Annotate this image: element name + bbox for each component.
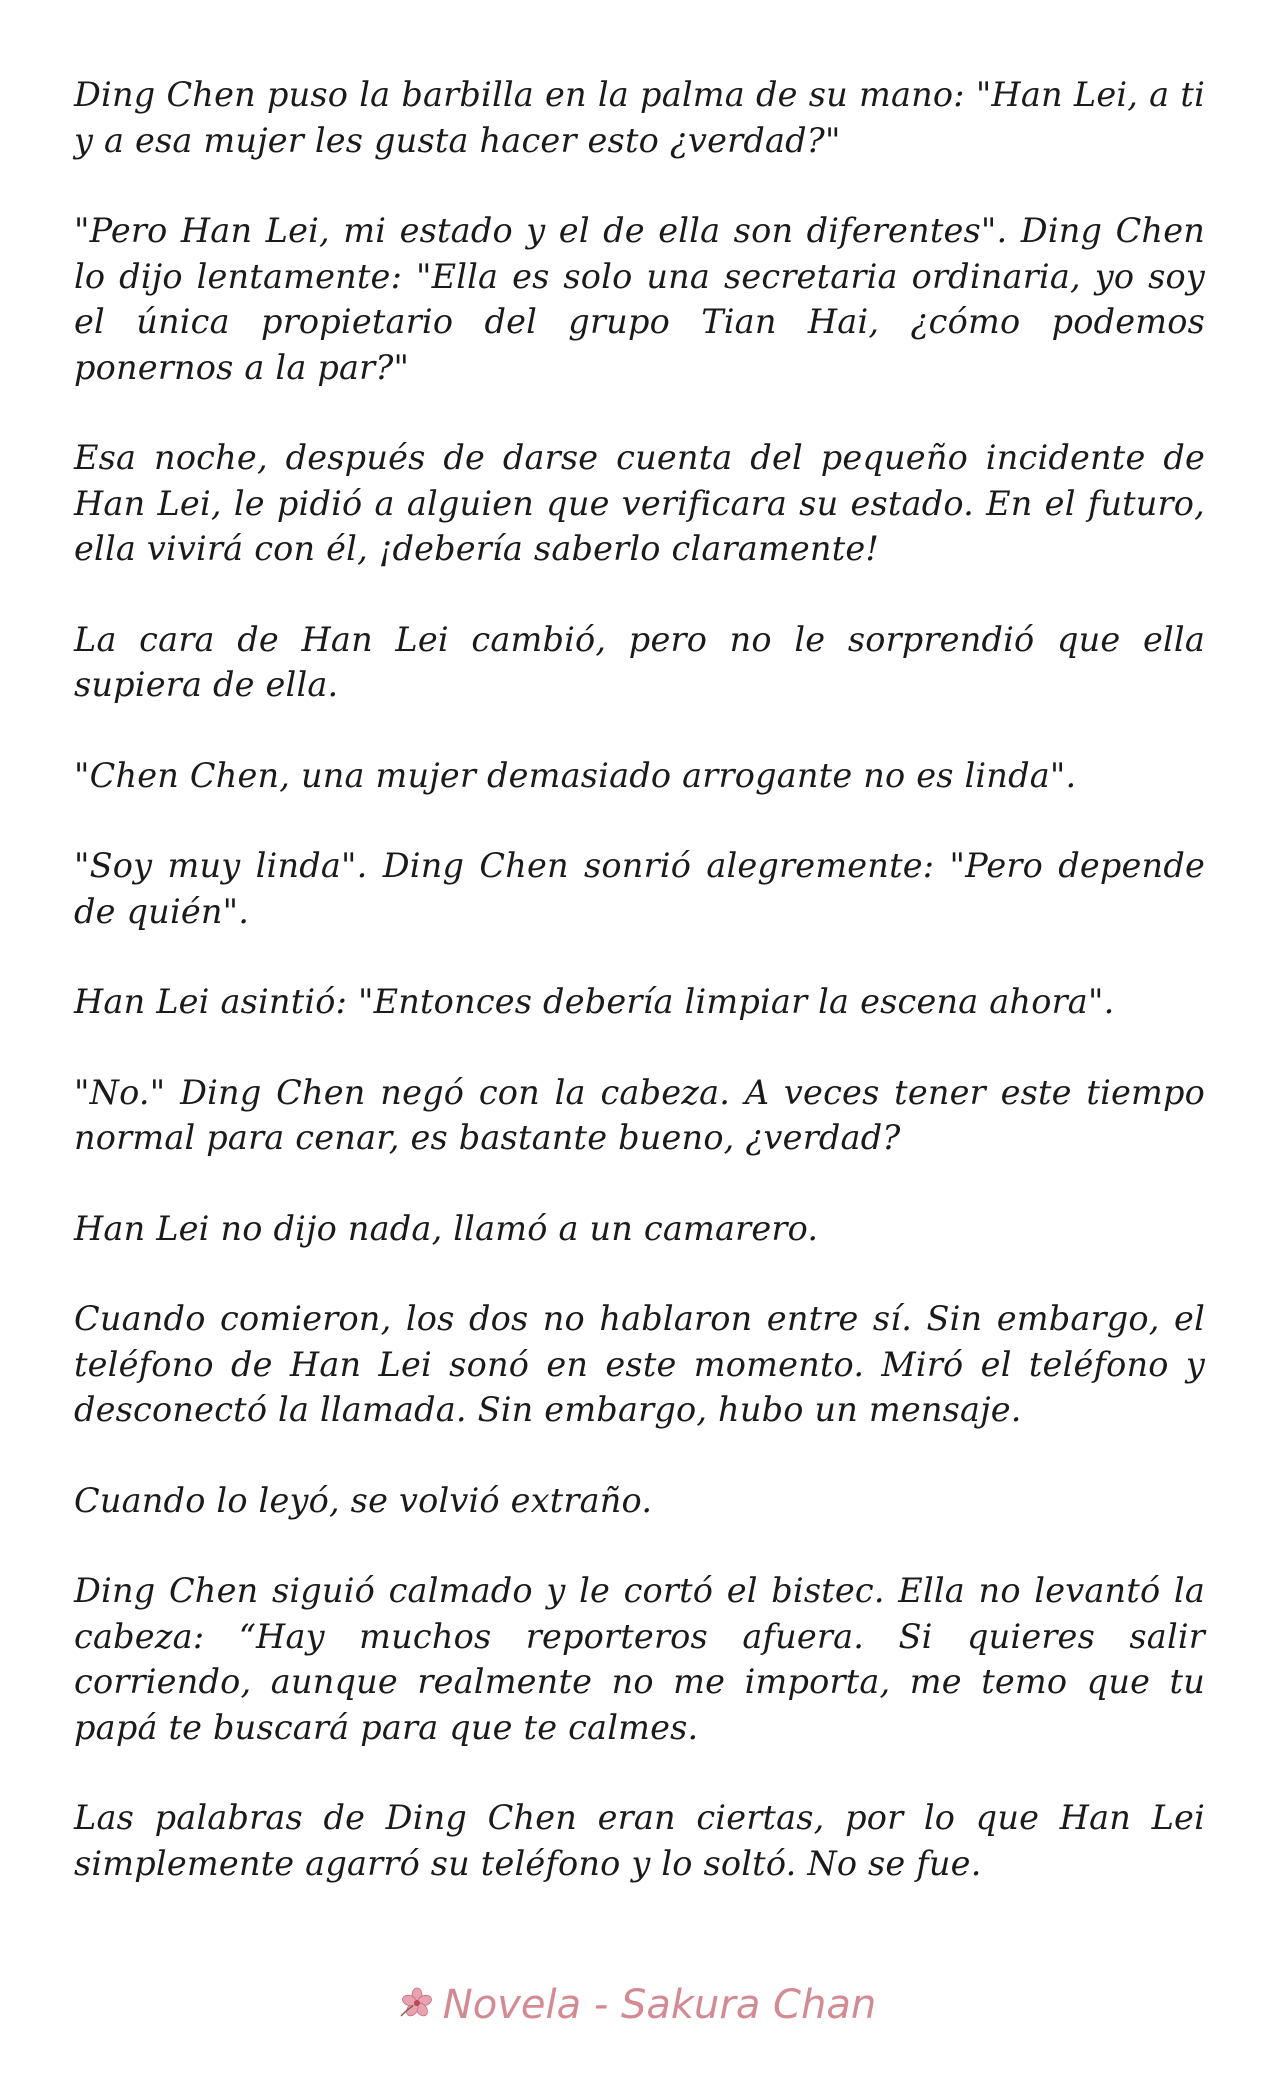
paragraph: Las palabras de Ding Chen eran ciertas, por lo que Han Lei simplemente agarró su teléfono y lo soltó. No se fue. bbox=[74, 1798, 1205, 1883]
paragraph: "No." Ding Chen negó con la cabeza. A veces tener este tiempo normal para cenar, es bastante bueno, ¿verdad? bbox=[74, 1072, 1205, 1157]
paragraph: Ding Chen puso la barbilla en la palma de su mano: "Han Lei, a ti y a esa mujer les gusta hacer esto ¿verdad?" bbox=[74, 75, 1205, 160]
document-body bbox=[74, 72, 1205, 1931]
paragraph: Han Lei no dijo nada, llamó a un camarero. bbox=[74, 1208, 819, 1248]
paragraph: Cuando lo leyó, se volvió extraño. bbox=[74, 1480, 653, 1520]
watermark bbox=[0, 1982, 1275, 2028]
paragraph: "Chen Chen, una mujer demasiado arrogante no es linda". bbox=[74, 755, 1077, 795]
paragraph: "Pero Han Lei, mi estado y el de ella son diferentes". Ding Chen lo dijo lentamente: "Ella es solo una secretaria ordinaria, yo soy el única propietario del grupo Tian Hai, ¿cómo podemos ponernos a la par?" bbox=[74, 211, 1205, 387]
paragraph: Han Lei asintió: "Entonces debería limpiar la escena ahora". bbox=[74, 982, 1115, 1021]
paragraph: Cuando comieron, los dos no hablaron entre sí. Sin embargo, el teléfono de Han Lei sonó en este momento. Miró el teléfono y desconectó la llamada. Sin embargo, hubo un mensaje. bbox=[74, 1299, 1205, 1429]
paragraph: Esa noche, después de darse cuenta del pequeño incidente de Han Lei, le pidió a alguien que verificara su estado. En el futuro, ella vivirá con él, ¡debería saberlo claramente! bbox=[74, 438, 1205, 568]
watermark-text: Novela - Sakura Chan bbox=[442, 1982, 877, 2028]
paragraph: "Soy muy linda". Ding Chen sonrió alegremente: "Pero depende de quién". bbox=[74, 846, 1205, 931]
paragraph: Ding Chen siguió calmado y le cortó el bistec. Ella no levantó la cabeza: “Hay muchos reporteros afuera. Si quieres salir corriendo, aunque realmente no me importa, me temo que tu papá te buscará para que te calmes. bbox=[74, 1571, 1205, 1747]
paragraph: La cara de Han Lei cambió, pero no le sorprendió que ella supiera de ella. bbox=[74, 619, 1205, 704]
cherry-blossom-icon bbox=[399, 1984, 435, 2018]
